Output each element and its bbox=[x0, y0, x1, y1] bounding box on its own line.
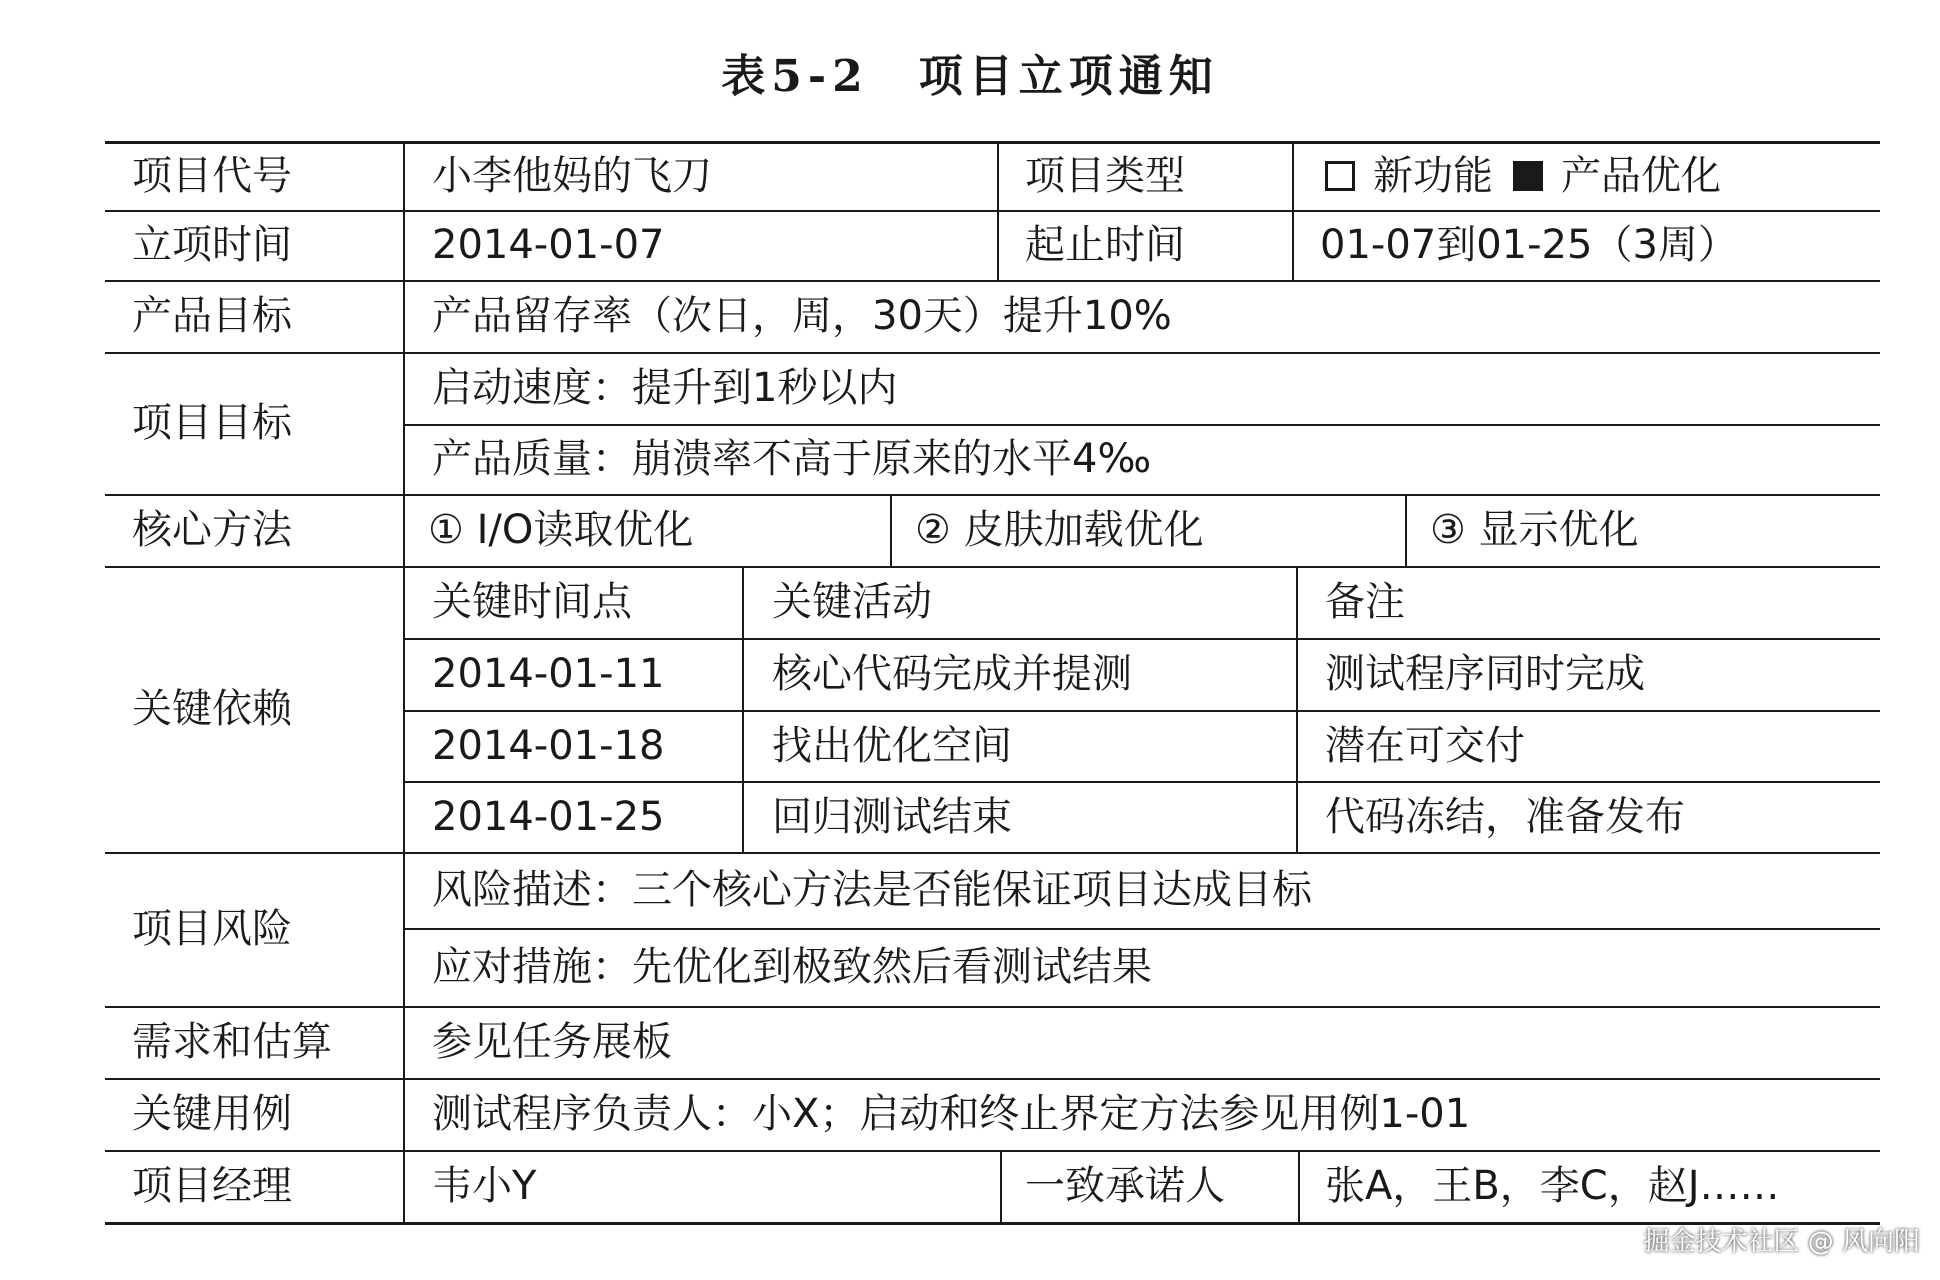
option-label: 产品优化 bbox=[1561, 152, 1721, 199]
dependency-header-time: 关键时间点 bbox=[432, 579, 632, 625]
project-goal-item: 产品质量：崩溃率不高于原来的水平4‰ bbox=[432, 436, 1152, 482]
option-new-feature[interactable] bbox=[1325, 152, 1513, 199]
table-bottom-border bbox=[105, 1222, 1880, 1225]
start-date-label: 立项时间 bbox=[132, 222, 292, 268]
project-manager-value: 韦小Y bbox=[432, 1163, 537, 1209]
column-divider bbox=[1000, 1150, 1002, 1222]
product-goal-label: 产品目标 bbox=[132, 293, 292, 339]
project-goal-label: 项目目标 bbox=[132, 400, 292, 446]
row-divider bbox=[105, 1006, 1880, 1008]
project-risk-label: 项目风险 bbox=[132, 906, 292, 952]
requirements-value: 参见任务展板 bbox=[432, 1019, 672, 1065]
project-goal-item: 启动速度：提升到1秒以内 bbox=[432, 365, 898, 411]
project-manager-label: 项目经理 bbox=[132, 1163, 292, 1209]
project-code-value: 小李他妈的飞刀 bbox=[432, 152, 712, 199]
column-divider bbox=[1405, 494, 1407, 566]
product-goal-value: 产品留存率（次日，周，30天）提升10% bbox=[432, 293, 1172, 339]
dependency-activity: 核心代码完成并提测 bbox=[772, 651, 1132, 697]
dependency-header-note: 备注 bbox=[1325, 579, 1405, 625]
dependency-activity: 回归测试结束 bbox=[772, 793, 1012, 840]
column-divider bbox=[1292, 141, 1294, 210]
table-caption: 项目立项通知 bbox=[918, 51, 1219, 102]
core-method-item: ③ 显示优化 bbox=[1430, 507, 1639, 553]
watermark: 掘金技术社区 @ 风向阳 bbox=[1643, 1227, 1920, 1257]
dependency-header-activity: 关键活动 bbox=[772, 579, 932, 625]
column-divider bbox=[742, 566, 744, 852]
column-divider bbox=[997, 210, 999, 280]
dependency-time: 2014-01-18 bbox=[432, 722, 665, 769]
duration-value: 01-07到01-25（3周） bbox=[1320, 222, 1738, 268]
duration-label: 起止时间 bbox=[1025, 222, 1185, 268]
checked-checkbox-icon[interactable] bbox=[1513, 161, 1543, 191]
dependency-note: 代码冻结，准备发布 bbox=[1325, 793, 1685, 840]
project-type-label: 项目类型 bbox=[1025, 152, 1185, 199]
option-label: 新功能 bbox=[1373, 152, 1493, 199]
option-product-optimization[interactable] bbox=[1513, 152, 1741, 199]
column-divider bbox=[1296, 566, 1298, 852]
row-divider bbox=[105, 352, 1880, 354]
project-risk-item: 风险描述：三个核心方法是否能保证项目达成目标 bbox=[432, 867, 1312, 913]
core-method-item: ② 皮肤加载优化 bbox=[915, 507, 1204, 553]
project-type-options bbox=[1325, 141, 1741, 210]
dependency-time: 2014-01-25 bbox=[432, 793, 665, 840]
committers-value: 张A，王B，李C，赵J…… bbox=[1325, 1163, 1780, 1209]
column-divider bbox=[403, 141, 405, 1222]
column-divider bbox=[890, 494, 892, 566]
dependency-time: 2014-01-11 bbox=[432, 651, 665, 697]
column-divider bbox=[1292, 210, 1294, 280]
committers-label: 一致承诺人 bbox=[1025, 1163, 1225, 1209]
core-methods-label: 核心方法 bbox=[132, 507, 292, 553]
dependency-activity: 找出优化空间 bbox=[772, 722, 1012, 769]
requirements-label: 需求和估算 bbox=[132, 1019, 332, 1065]
start-date-value: 2014-01-07 bbox=[432, 222, 665, 268]
project-risk-item: 应对措施：先优化到极致然后看测试结果 bbox=[432, 944, 1152, 990]
key-use-case-label: 关键用例 bbox=[132, 1091, 292, 1137]
project-code-label: 项目代号 bbox=[132, 152, 292, 199]
key-use-case-value: 测试程序负责人：小X；启动和终止界定方法参见用例1-01 bbox=[432, 1091, 1471, 1137]
dependency-note: 测试程序同时完成 bbox=[1325, 651, 1645, 697]
unchecked-checkbox-icon[interactable] bbox=[1325, 161, 1355, 191]
table-number: 表5-2 bbox=[721, 51, 869, 102]
dependency-note: 潜在可交付 bbox=[1325, 722, 1525, 769]
row-divider bbox=[105, 566, 1880, 568]
column-divider bbox=[1298, 1150, 1300, 1222]
table-title bbox=[0, 40, 1940, 104]
column-divider bbox=[997, 141, 999, 210]
key-dependencies-label: 关键依赖 bbox=[132, 686, 292, 732]
core-method-item: ① I/O读取优化 bbox=[428, 507, 694, 553]
